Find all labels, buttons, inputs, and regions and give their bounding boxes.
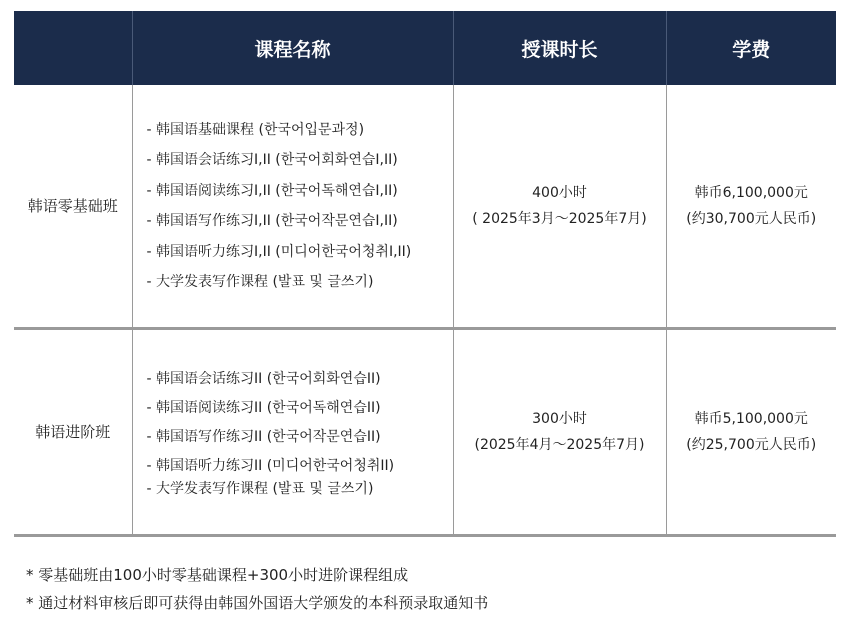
table-header-row (14, 11, 836, 85)
course-item: - 韩国语基础课程 (한국어입문과정) (146, 121, 365, 138)
course-item: - 大学发表写作课程 (발표 및 글쓰기) (146, 274, 374, 290)
footnote: * 通过材料审核后即可获得由韩国外国语大学颁发的本科预录取通知书 (26, 594, 489, 612)
fee-cell (666, 85, 836, 329)
level-name: 韩语进阶班 (35, 422, 111, 441)
header-duration: 授课时长 (453, 11, 666, 85)
level-name: 韩语零基础班 (27, 196, 118, 215)
fee-krw: 韩币5,100,000元 (694, 411, 808, 427)
course-fee-table (14, 11, 836, 537)
header-fee: 学费 (666, 11, 836, 85)
course-item: - 韩国语会话练习I,II (한국어회화연습I,II) (146, 152, 398, 168)
fee-cny: (约25,700元人民币) (686, 437, 817, 453)
courses-cell (132, 329, 453, 536)
duration-cell (453, 329, 666, 536)
course-item: - 大学发表写作课程 (발표 및 글쓰기) (146, 481, 374, 497)
course-item: - 韩国语听力练习II (미디어한국어청취II) (146, 458, 395, 474)
fee-cny: (约30,700元人民币) (686, 211, 817, 227)
duration-period: (2025年4月～2025年7月) (474, 437, 645, 453)
footnote: * 零基础班由100小时零基础课程+300小时进阶课程组成 (26, 566, 409, 584)
header-courses: 课程名称 (132, 11, 453, 85)
duration-cell (453, 85, 666, 329)
course-item: - 韩国语写作练习II (한국어작문연습II) (146, 429, 381, 445)
fee-krw: 韩币6,100,000元 (694, 185, 808, 201)
course-item: - 韩国语阅读练习I,II (한국어독해연습I,II) (146, 182, 398, 199)
level-cell (14, 85, 132, 329)
course-list (133, 115, 453, 298)
duration-hours: 400小时 (532, 185, 587, 201)
course-list (133, 365, 453, 499)
course-item: - 韩国语会话练习II (한국어회화연습II) (146, 371, 381, 387)
level-cell (14, 329, 132, 536)
duration-hours: 300小时 (532, 411, 587, 427)
table-row-advanced (14, 329, 836, 536)
courses-cell (132, 85, 453, 329)
fee-cell (666, 329, 836, 536)
header-level (14, 11, 132, 85)
course-item: - 韩国语阅读练习II (한국어독해연습II) (146, 400, 381, 416)
duration-period: ( 2025年3月～2025年7月) (472, 211, 647, 227)
course-item: - 韩国语听力练习I,II (미디어한국어청취I,II) (146, 243, 412, 260)
table-row-basic (14, 85, 836, 329)
course-item: - 韩国语写作练习I,II (한국어작문연습I,II) (146, 213, 398, 229)
footnotes (26, 561, 836, 617)
